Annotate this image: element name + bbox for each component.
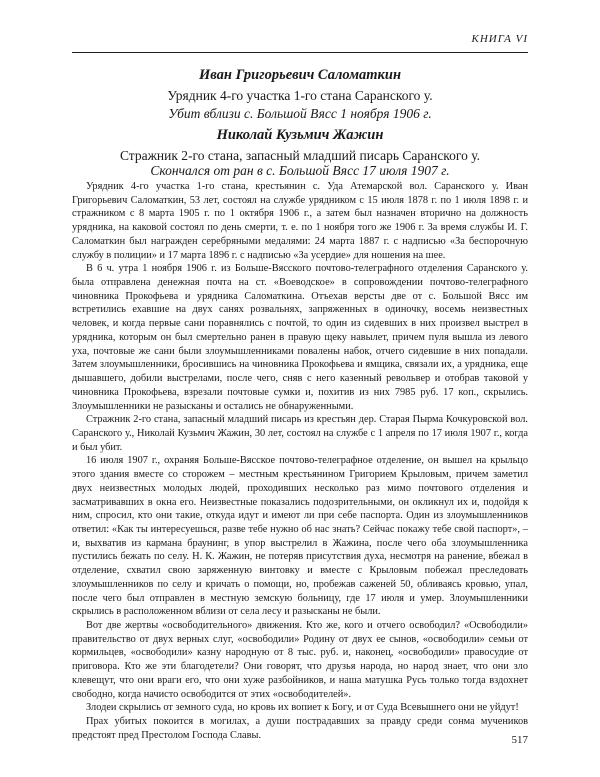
- paragraph: Злодеи скрылись от земного суда, но кровь их вопиет к Богу, и от Суда Всевышнего они не уйдут!: [86, 702, 519, 714]
- paragraph: В 6 ч. утра 1 ноября 1906 г. из Больше-Вясского почтово-телеграфного отделения Саранского у. была отправлена денежная почта на ст. «Воеводское» в сопровождении почтово-телеграфного чиновника Прокофьева и урядника Саломаткина. Отъехав версты две от с. Большой Вясс им встретились ехавшие на двух санях розвальнях, запряженных в одиночку, восемь неизвестных человек, и когда первые сани поравнялись с почтой, то один из сидевших в них произвел выстрел в урядника, которым он был смертельно ранен в правую щеку навылет, причем пуля вышла из левого уха, почтовые же сани были злоумышленниками повалены набок, отчего сидевшие в них попадали. Затем злоумышленники, бросившись на чиновника Прокофьева и ямщика, связали их, а урядника, еще дышавшего, добили выстрелами, после чего, сняв с него казенный револьвер и отобрав таковой у чиновника Прокофьева, взрезали почтовые сумки и, похитив из них 7985 руб. 17 коп., скрылись. Злоумышленники не разысканы и остались не обнаруженными.: [72, 263, 528, 412]
- entry-death-1: Убит вблизи с. Большой Вясс 1 ноября 1906 г.: [168, 106, 432, 121]
- running-head: КНИГА VI: [471, 33, 528, 45]
- entry-name-2: Николай Кузьмич Жажин: [216, 127, 384, 143]
- entry-rank-2: Стражник 2-го стана, запасный младший писарь Саранского у.: [119, 148, 481, 163]
- paragraph: 16 июля 1907 г., охраняя Больше-Вясское почтово-телеграфное отделение, он вышел на крыльцо этого здания вместе со сторожем – местным крестьянином Григорием Крыловым, причем заметил двух неизвестных молодых людей, проходивших несколько раз мимо почтового отделения и засматривавших в окна его. Неизвестные показались подозрительными, он окликнул их и, подойдя к ним, спросил, кто они такие, откуда идут и имеют ли при себе паспорта. Один из злоумышленников ответил: «Как ты интересуешься, разве тебе нужно об нас знать? Сейчас покажу тебе свой паспорт», – и, выхватив из кармана браунинг, в упор выстрелил в Жажина, после чего оба злоумышленника пустились бежать по селу. Н. К. Жажин, не потеряв присутствия духа, несмотря на ранение, вбежал в отделение, схватил свою заряженную винтовку и вместе с Крыловым побежал преследовать злоумышленников по селу и кричать о помощи, но, пробежав саженей 50, обливаясь кровью, упал, после чего был отправлен в местную земскую больницу, где 17 июля и умер. Злоумышленники скрылись в расположенном вблизи от села лесу и разысканы не были.: [72, 455, 528, 618]
- page-number: 517: [511, 734, 528, 746]
- body-text: [72, 180, 528, 742]
- entry-rank-1: Урядник 4-го участка 1-го стана Саранского у.: [167, 88, 433, 103]
- paragraph: Вот две жертвы «освободительного» движения. Кто же, кого и отчего освободил? «Освободили» правительство от двух верных слуг, «освободили» Родину от двух ее сынов, «освободили» семьи от кормильцев, «освободили» казну народную от 8 тыс. руб. и, наконец, «освободили» правосудие от приговора. Кто же эти благодетели? Они говорят, что друзья народа, но народ знает, что они зло клевещут, что они враги его, что они хуже разбойников, и наша матушка Русь только тогда вздохнет свободно, когда начисто освободится от этих «освободителей».: [72, 620, 528, 700]
- entry-name-1: Иван Григорьевич Саломаткин: [198, 67, 402, 83]
- paragraph: Прах убитых покоится в могилах, а души пострадавших за правду среди сонма мучеников предстоят пред Престолом Господа Славы.: [72, 716, 528, 741]
- paragraph: Урядник 4-го участка 1-го стана, крестьянин с. Уда Атемарской вол. Саранского у. Иван Григорьевич Саломаткин, 53 лет, состоял на службе урядником с 15 июля 1878 г. по 1 июля 1898 г. и стражником с 8 марта 1905 г. по 1 октября 1906 г., а затем был назначен вторично на должность урядника, на каковой состоял по день смерти, т. е. по 1 ноября того же 1906 г. За время службы И. Г. Саломаткин был награжден серебряными медалями: 24 марта 1887 г. с надписью «За беспорочную службу в полиции» и 17 марта 1896 г. с надписью «За усердие» для ношения на шее.: [72, 181, 528, 261]
- paragraph: Стражник 2-го стана, запасный младший писарь из крестьян дер. Старая Пырма Кочкуровской вол. Саранского у., Николай Кузьмич Жажин, 30 лет, состоял на службе с 1 апреля по 17 июля 1907 г., когда и был убит.: [72, 414, 528, 453]
- header-rule: [72, 52, 528, 53]
- entry-death-2: Скончался от ран в с. Большой Вясс 17 июля 1907 г.: [150, 163, 450, 178]
